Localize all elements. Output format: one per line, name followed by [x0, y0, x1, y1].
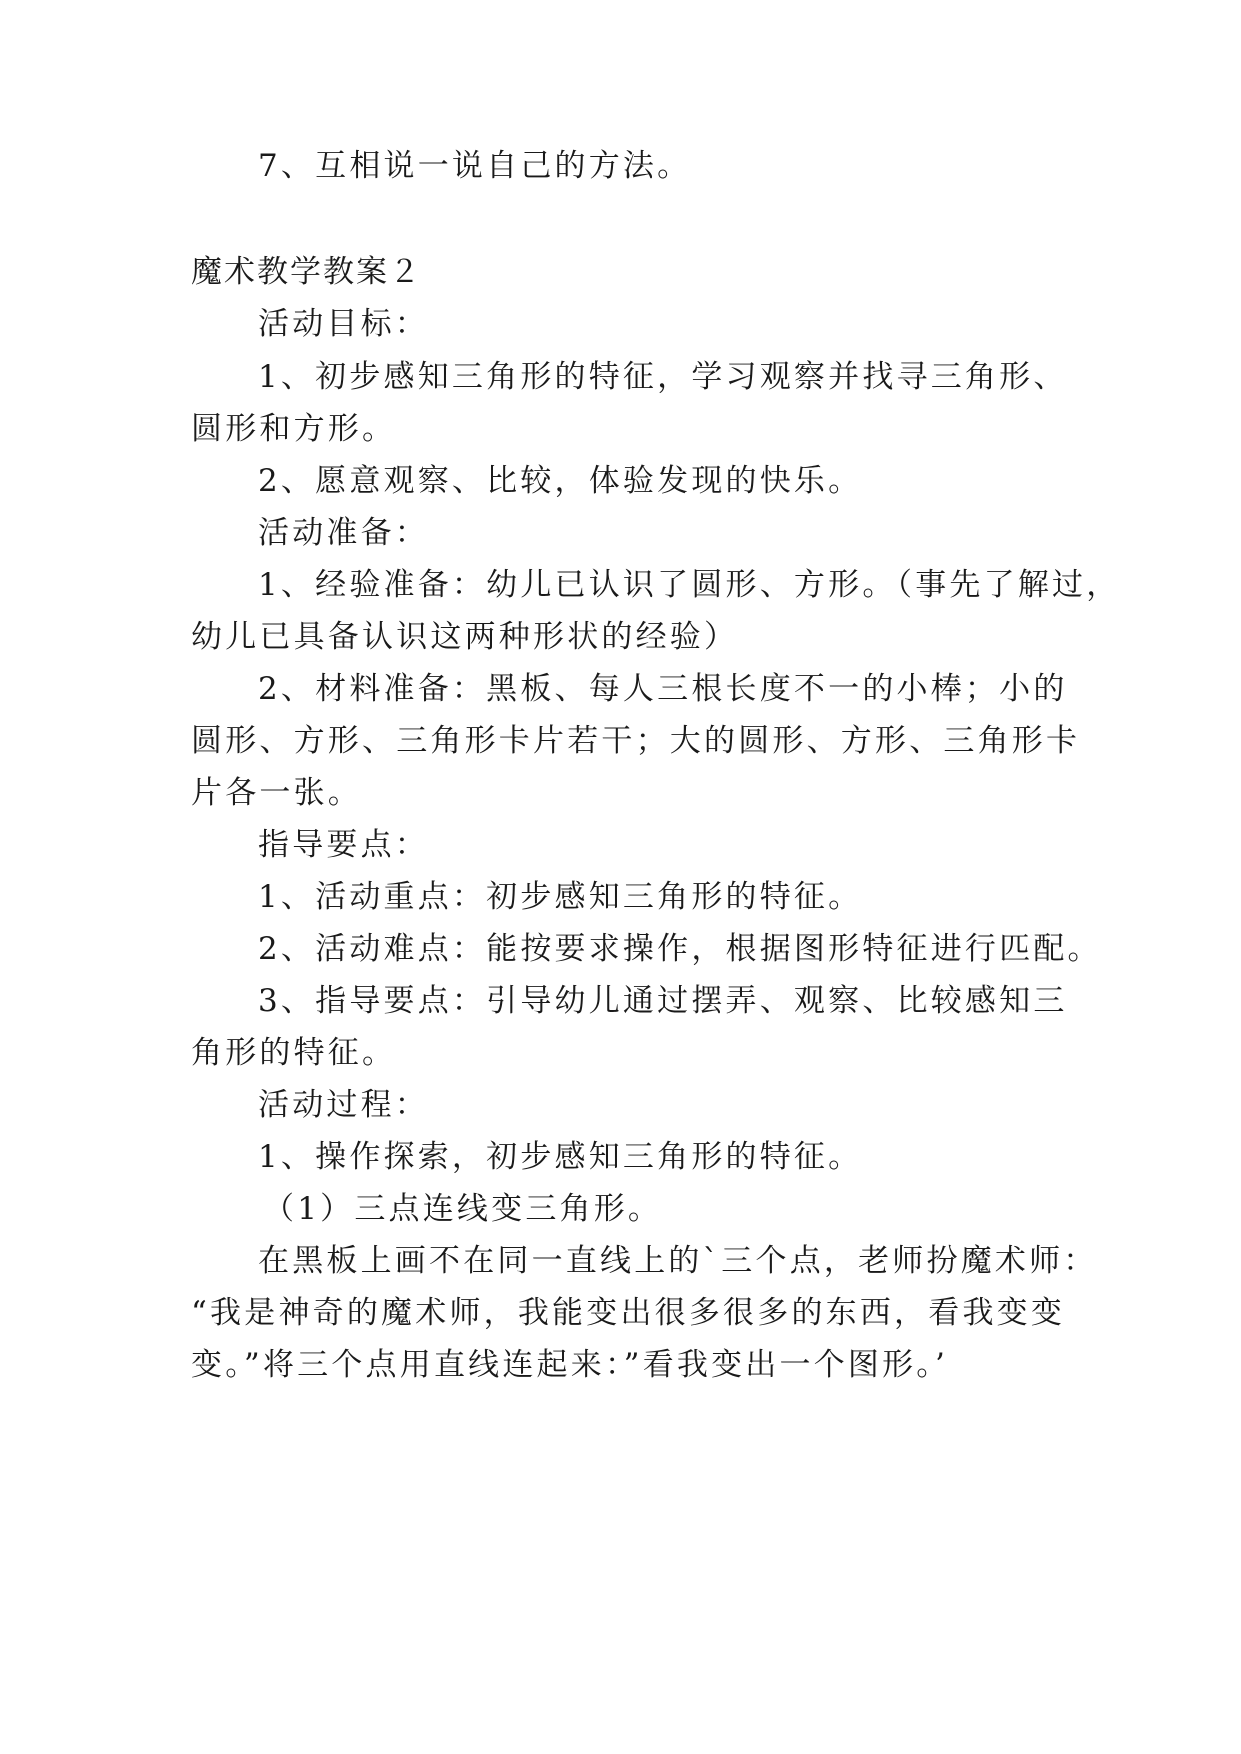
paragraph-line-1: 在黑板上画不在同一直线上的`三个点，老师扮魔术师：: [258, 1243, 1098, 1279]
process-1-sub-1: （1）三点连线变三角形。: [263, 1191, 663, 1227]
process-heading: 活动过程：: [258, 1087, 429, 1123]
prep-2-line-1: 2、材料准备：黑板、每人三根长度不一的小棒；小的: [258, 671, 1068, 707]
prep-1-line-1: 1、经验准备：幼儿已认识了圆形、方形。（事先了解过，: [258, 567, 1121, 603]
prep-2-line-3: 片各一张。: [191, 775, 362, 811]
guide-3-line-2: 角形的特征。: [191, 1035, 397, 1071]
guide-2: 2、活动难点：能按要求操作，根据图形特征进行匹配。: [258, 931, 1102, 967]
section-title: 魔术教学教案２: [191, 254, 422, 290]
goals-heading: 活动目标：: [258, 306, 429, 342]
goal-2: 2、愿意观察、比较，体验发现的快乐。: [258, 463, 863, 499]
paragraph-line-2: “我是神奇的魔术师，我能变出很多很多的东西，看我变变: [191, 1295, 1066, 1331]
prep-1-line-2: 幼儿已具备认识这两种形状的经验）: [191, 619, 739, 655]
prep-heading: 活动准备：: [258, 515, 429, 551]
guide-3-line-1: 3、指导要点：引导幼儿通过摆弄、观察、比较感知三: [258, 983, 1068, 1019]
process-1: 1、操作探索，初步感知三角形的特征。: [258, 1139, 863, 1175]
guide-1: 1、活动重点：初步感知三角形的特征。: [258, 879, 863, 915]
goal-1-line-2: 圆形和方形。: [191, 411, 397, 447]
guide-heading: 指导要点：: [258, 827, 429, 863]
paragraph-line-3: 变。”将三个点用直线连起来：”看我变出一个图形。’: [191, 1347, 949, 1383]
list-item-7: 7、互相说一说自己的方法。: [258, 148, 692, 184]
goal-1-line-1: 1、初步感知三角形的特征，学习观察并找寻三角形、: [258, 359, 1068, 395]
prep-2-line-2: 圆形、方形、三角形卡片若干；大的圆形、方形、三角形卡: [191, 723, 1081, 759]
